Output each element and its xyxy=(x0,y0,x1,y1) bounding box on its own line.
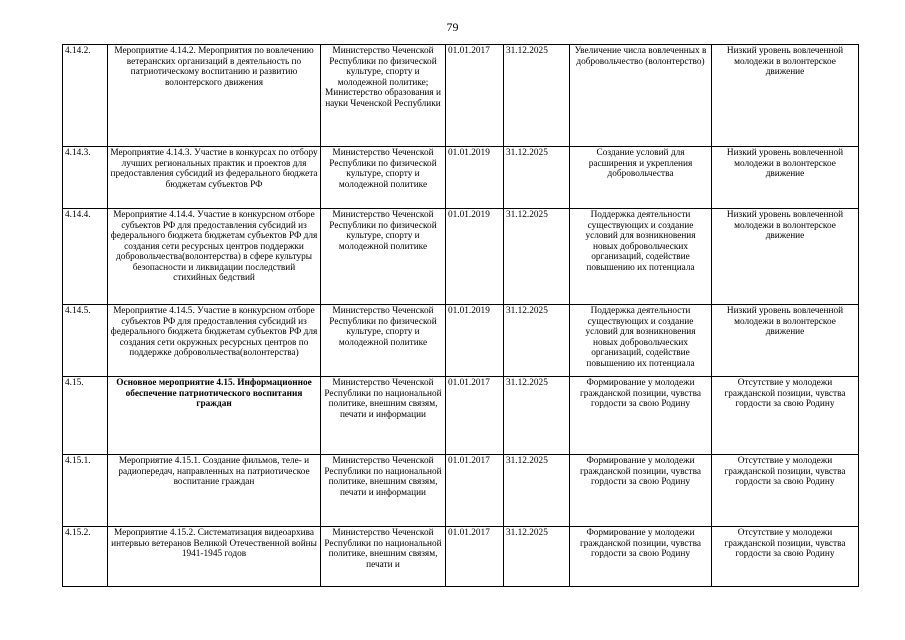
responsible-executor-cell: Министерство Чеченской Республики по физической культуре, спорту и молодежной политике; Министерство образования и науки Чеченской Республики xyxy=(321,45,446,147)
expected-result-cell: Поддержка деятельности существующих и создание условий для возникновения новых добровольческих организаций, содействие повышению их потенциала xyxy=(570,305,712,377)
expected-result-cell: Формирование у молодежи гражданской позиции, чувства гордости за свою Родину xyxy=(570,455,712,527)
measure-name-cell: Мероприятие 4.14.2. Мероприятия по вовлечению ветеранских организаций в деятельность по патриотическому воспитанию и развитию волонтерского движения xyxy=(108,45,321,147)
non-implementation-consequence-cell: Отсутствие у молодежи гражданской позиции, чувства гордости за свою Родину xyxy=(712,527,859,587)
table-row xyxy=(63,527,859,587)
start-date-cell: 01.01.2017 xyxy=(446,455,504,527)
responsible-executor-cell: Министерство Чеченской Республики по национальной политике, внешним связям, печати и информации xyxy=(321,455,446,527)
end-date-cell: 31.12.2025 xyxy=(504,527,570,587)
measure-name-cell: Мероприятие 4.15.2. Систематизация видеоархива интервью ветеранов Великой Отечественной войны 1941-1945 годов xyxy=(108,527,321,587)
end-date-cell: 31.12.2025 xyxy=(504,45,570,147)
row-number-cell: 4.14.5. xyxy=(63,305,108,377)
end-date-cell: 31.12.2025 xyxy=(504,377,570,455)
measure-name-cell: Мероприятие 4.15.1. Создание фильмов, теле- и радиопередач, направленных на патриотическое воспитание граждан xyxy=(108,455,321,527)
table-row xyxy=(63,455,859,527)
responsible-executor-cell: Министерство Чеченской Республики по физической культуре, спорту и молодежной политике xyxy=(321,209,446,305)
page-number: 79 xyxy=(446,20,459,34)
non-implementation-consequence-cell: Низкий уровень вовлеченной молодежи в волонтерское движение xyxy=(712,305,859,377)
row-number-cell: 4.15.1. xyxy=(63,455,108,527)
expected-result-cell: Создание условий для расширения и укрепления добровольчества xyxy=(570,147,712,209)
end-date-cell: 31.12.2025 xyxy=(504,455,570,527)
table-row xyxy=(63,377,859,455)
table-row xyxy=(63,209,859,305)
measure-name-cell: Мероприятие 4.14.5. Участие в конкурсном отборе субъектов РФ для предоставления субсидий из федерального бюджета бюджетам субъектов РФ для создания сети окружных ресурсных центров по поддержке добровольчества(волонтерства) xyxy=(108,305,321,377)
measure-name-cell: Мероприятие 4.14.4. Участие в конкурсном отборе субъектов РФ для предоставления субсидий из федерального бюджета бюджетам субъектов РФ для создания сети ресурсных центров поддержки добровольчества(волонтерства) в сфере культуры безопасности и ликвидации последствий стихийных бедствий xyxy=(108,209,321,305)
table-row xyxy=(63,305,859,377)
start-date-cell: 01.01.2019 xyxy=(446,305,504,377)
start-date-cell: 01.01.2019 xyxy=(446,147,504,209)
start-date-cell: 01.01.2017 xyxy=(446,527,504,587)
expected-result-cell: Поддержка деятельности существующих и создание условий для возникновения новых добровольческих организаций, содействие повышению их потенциала xyxy=(570,209,712,305)
row-number-cell: 4.14.3. xyxy=(63,147,108,209)
responsible-executor-cell: Министерство Чеченской Республики по национальной политике, внешним связям, печати и xyxy=(321,527,446,587)
row-number-cell: 4.15. xyxy=(63,377,108,455)
non-implementation-consequence-cell: Низкий уровень вовлеченной молодежи в волонтерское движение xyxy=(712,147,859,209)
table-row xyxy=(63,45,859,147)
end-date-cell: 31.12.2025 xyxy=(504,209,570,305)
non-implementation-consequence-cell: Отсутствие у молодежи гражданской позиции, чувства гордости за свою Родину xyxy=(712,455,859,527)
responsible-executor-cell: Министерство Чеченской Республики по физической культуре, спорту и молодежной политике xyxy=(321,147,446,209)
measure-name-cell: Основное мероприятие 4.15. Информационное обеспечение патриотического воспитания граждан xyxy=(108,377,321,455)
start-date-cell: 01.01.2017 xyxy=(446,45,504,147)
responsible-executor-cell: Министерство Чеченской Республики по национальной политике, внешним связям, печати и информации xyxy=(321,377,446,455)
non-implementation-consequence-cell: Низкий уровень вовлеченной молодежи в волонтерское движение xyxy=(712,209,859,305)
start-date-cell: 01.01.2019 xyxy=(446,209,504,305)
row-number-cell: 4.15.2. xyxy=(63,527,108,587)
row-number-cell: 4.14.2. xyxy=(63,45,108,147)
measures-table xyxy=(62,44,859,587)
table-body xyxy=(63,45,859,587)
expected-result-cell: Формирование у молодежи гражданской позиции, чувства гордости за свою Родину xyxy=(570,377,712,455)
expected-result-cell: Формирование у молодежи гражданской позиции, чувства гордости за свою Родину xyxy=(570,527,712,587)
measure-name-cell: Мероприятие 4.14.3. Участие в конкурсах по отбору лучших региональных практик и проектов для предоставления субсидий из федерального бюджета бюджетам субъектов РФ xyxy=(108,147,321,209)
row-number-cell: 4.14.4. xyxy=(63,209,108,305)
non-implementation-consequence-cell: Низкий уровень вовлеченной молодежи в волонтерское движение xyxy=(712,45,859,147)
end-date-cell: 31.12.2025 xyxy=(504,305,570,377)
expected-result-cell: Увеличение числа вовлеченных в добровольчество (волонтерство) xyxy=(570,45,712,147)
end-date-cell: 31.12.2025 xyxy=(504,147,570,209)
start-date-cell: 01.01.2017 xyxy=(446,377,504,455)
non-implementation-consequence-cell: Отсутствие у молодежи гражданской позиции, чувства гордости за свою Родину xyxy=(712,377,859,455)
responsible-executor-cell: Министерство Чеченской Республики по физической культуре, спорту и молодежной политике xyxy=(321,305,446,377)
table-row xyxy=(63,147,859,209)
